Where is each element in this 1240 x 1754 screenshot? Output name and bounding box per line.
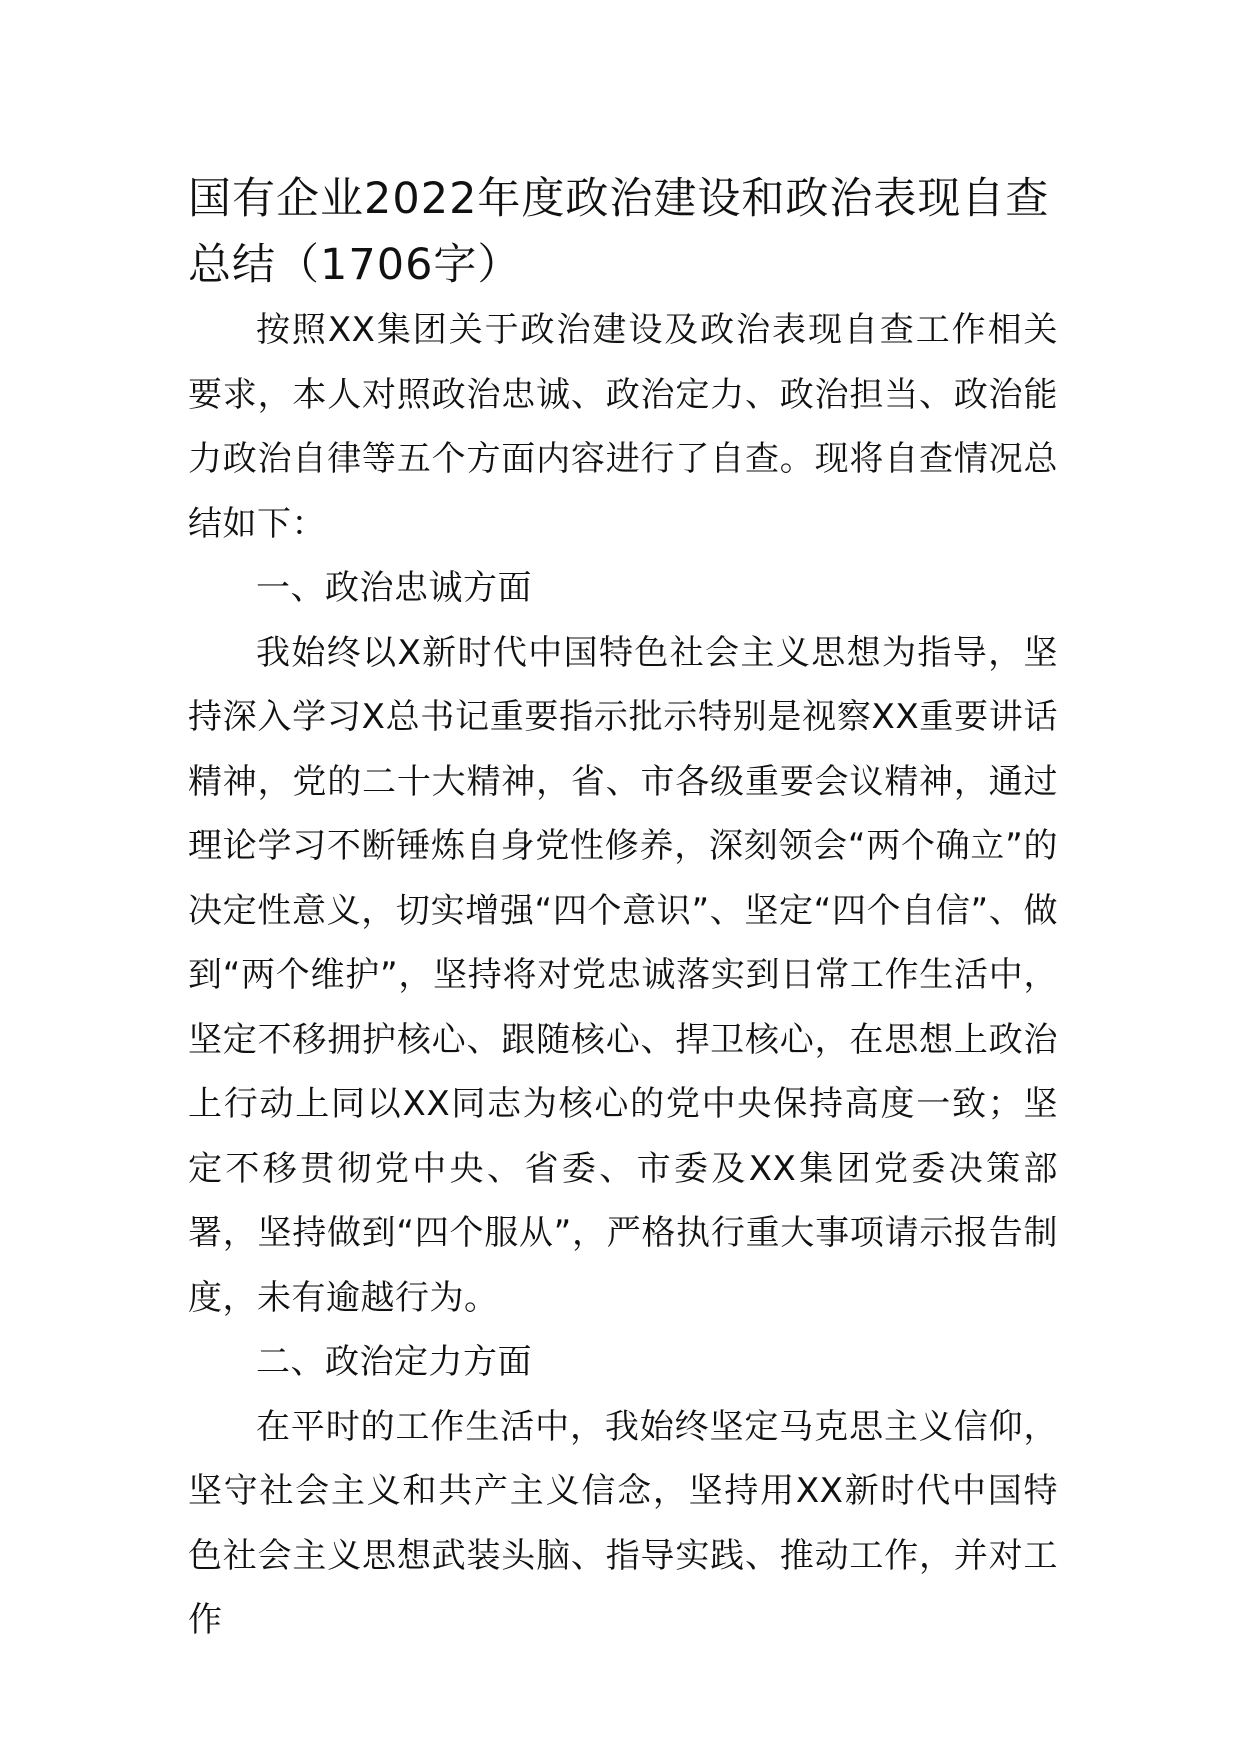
- section-heading-political-determination: 二、政治定力方面: [256, 1342, 532, 1382]
- intro-paragraph: 按照XX集团关于政治建设及政治表现自查工作相关要求，本人对照政治忠诚、政治定力、政治担当、政治能力政治自律等五个方面内容进行了自查。现将自查情况总结如下：: [188, 310, 1058, 544]
- section-heading-political-loyalty: 一、政治忠诚方面: [256, 568, 532, 608]
- document-page: [188, 166, 1058, 1653]
- section-body-political-loyalty: 我始终以X新时代中国特色社会主义思想为指导，坚持深入学习X总书记重要指示批示特别是视察XX重要讲话精神，党的二十大精神，省、市各级重要会议精神，通过理论学习不断锤炼自身党性修养，深刻领会“两个确立”的决定性意义，切实增强“四个意识”、坚定“四个自信”、做到“两个维护”，坚持将对党忠诚落实到日常工作生活中，坚定不移拥护核心、跟随核心、捍卫核心，在思想上政治上行动上同以XX同志为核心的党中央保持高度一致；坚定不移贯彻党中央、省委、市委及XX集团党委决策部署，坚持做到“四个服从”，严格执行重大事项请示报告制度，未有逾越行为。: [188, 632, 1058, 1318]
- document-title: 国有企业2022年度政治建设和政治表现自查总结（1706字）: [188, 174, 1050, 290]
- section-body-political-determination: 在平时的工作生活中，我始终坚定马克思主义信仰，坚守社会主义和共产主义信念，坚持用XX新时代中国特色社会主义思想武装头脑、指导实践、推动工作，并对工作: [188, 1406, 1058, 1640]
